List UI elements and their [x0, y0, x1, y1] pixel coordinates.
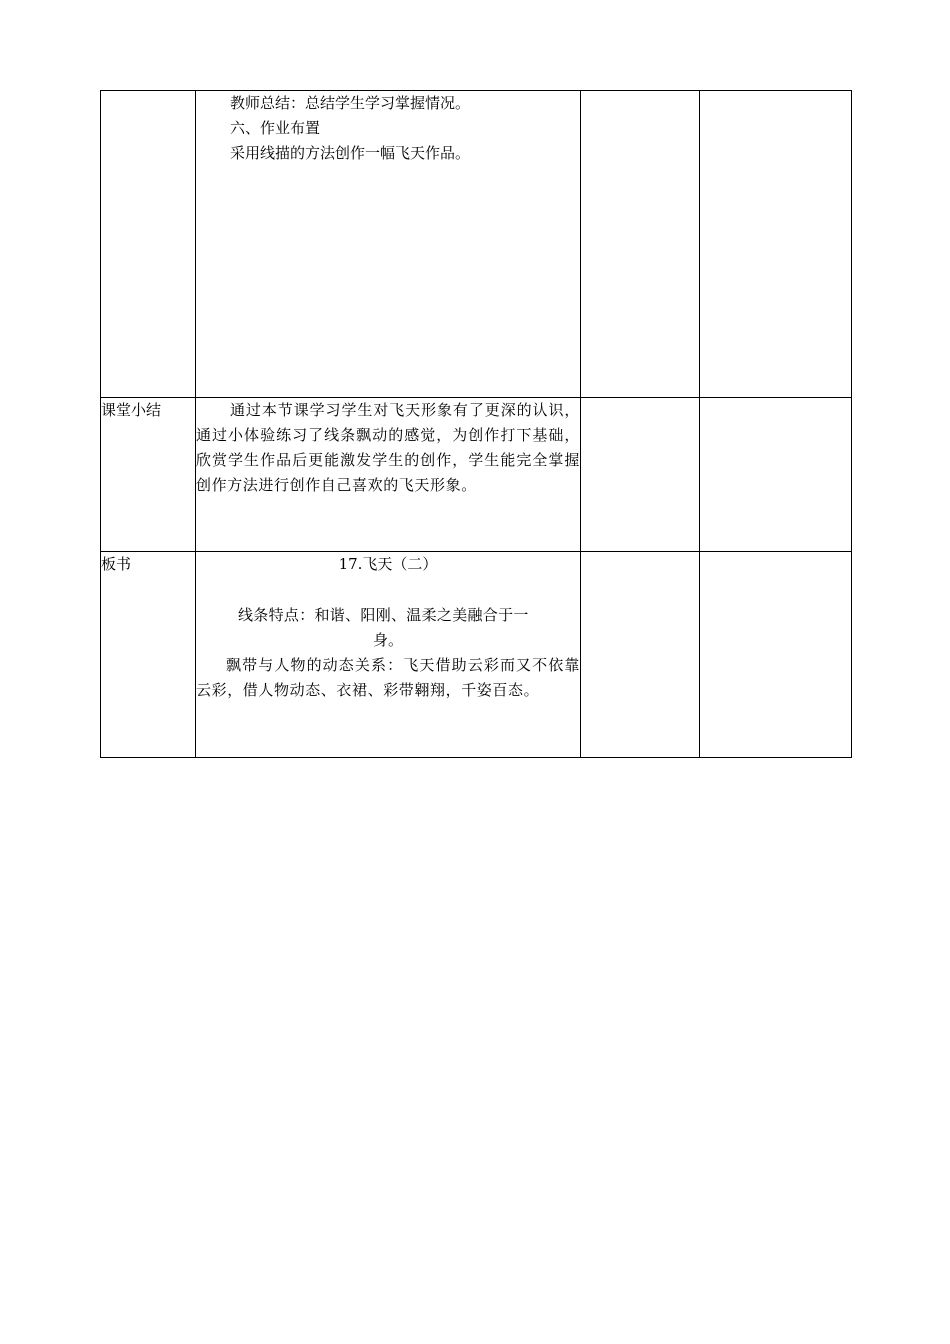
line-features-text: 线条特点：和谐、阳刚、温柔之美融合于一 — [238, 606, 529, 624]
row-label-class-summary: 课堂小结 — [101, 401, 162, 419]
content-cell — [196, 91, 581, 398]
blackboard-title: 17.飞天（二） — [338, 555, 438, 573]
spacer — [196, 577, 580, 603]
content-cell — [196, 398, 581, 552]
row-label-blackboard: 板书 — [101, 555, 132, 573]
table-row — [101, 91, 852, 398]
empty-cell — [700, 552, 852, 758]
lesson-plan-table — [100, 90, 852, 758]
empty-cell — [581, 398, 700, 552]
table-row — [101, 552, 852, 758]
row-label-cell — [101, 398, 196, 552]
homework-task: 采用线描的方法创作一幅飞天作品。 — [230, 144, 471, 162]
table-row — [101, 398, 852, 552]
content-cell — [196, 552, 581, 758]
homework-heading: 六、作业布置 — [230, 119, 321, 137]
line-features-continued: 身。 — [372, 631, 403, 649]
empty-cell — [581, 91, 700, 398]
teacher-summary-line: 教师总结：总结学生学习掌握情况。 — [230, 94, 471, 112]
empty-cell — [700, 91, 852, 398]
ribbon-relation-text: 飘带与人物的动态关系：飞天借助云彩而又不依靠云彩，借人物动态、衣裙、彩带翱翔，千姿百态。 — [196, 656, 580, 699]
empty-cell — [700, 398, 852, 552]
class-summary-text: 通过本节课学习学生对飞天形象有了更深的认识，通过小体验练习了线条飘动的感觉，为创作打下基础，欣赏学生作品后更能激发学生的创作，学生能完全掌握创作方法进行创作自己喜欢的飞天形象。 — [196, 401, 580, 494]
row-label-cell — [101, 91, 196, 398]
empty-cell — [581, 552, 700, 758]
row-label-cell — [101, 552, 196, 758]
